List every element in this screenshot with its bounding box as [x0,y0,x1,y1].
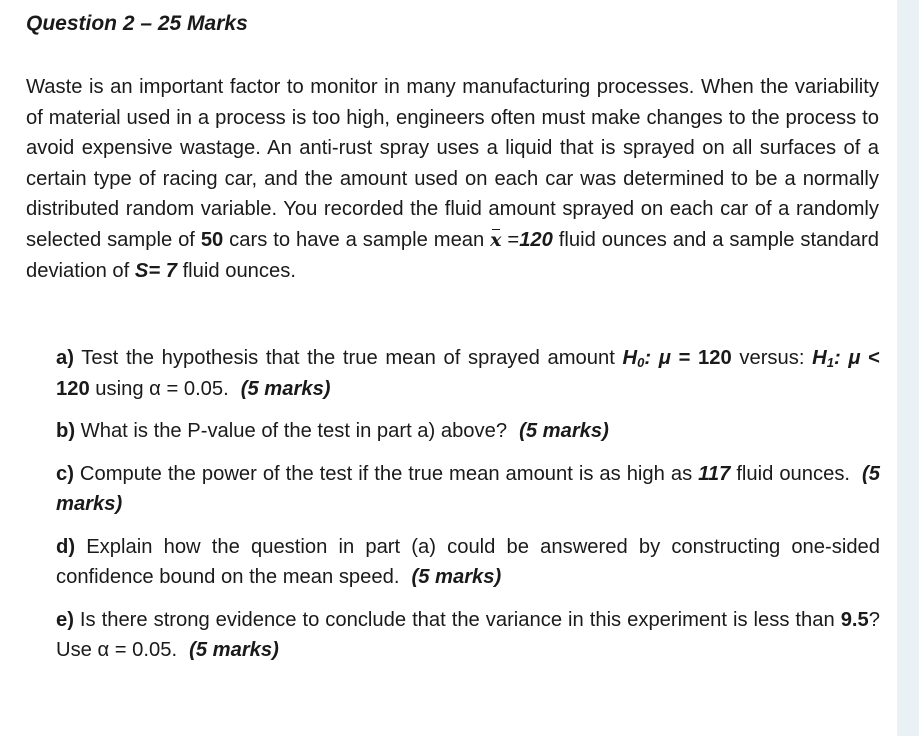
part-a-label: a) [56,347,74,369]
h1-hypothesis [812,347,860,369]
h0-subscript: 0 [637,355,645,370]
intro-text-d: fluid ounces. [176,259,296,282]
part-e-value: 9.5 [840,608,869,631]
part-d-marks: (5 marks) [411,566,502,588]
intro-text-b: cars to have a sample mean [223,228,491,251]
h1-subscript: 1 [826,355,834,370]
part-a [56,343,880,404]
h0-value: = 120 [670,347,732,369]
part-d [56,532,880,593]
part-c [56,459,880,520]
part-a-marks: (5 marks) [240,377,331,400]
right-margin-strip [897,0,919,736]
part-e-text-2: ? Use α = 0.05. [56,608,880,661]
intro-text-a: Waste is an important factor to monitor in many manufacturing processes. When the variability of material used in a process is too high, engineers often must make changes to the process to avoid expensive wastage. An anti-rust spray uses a liquid that is sprayed on all surfaces of a certain type of racing car, and the amount used on each car was determined to be a normally distributed random variable. You recorded the fluid amount sprayed on each car of a randomly selected sample of [26,76,879,251]
part-b [56,416,880,447]
part-b-marks: (5 marks) [519,420,609,442]
part-c-marks: (5 marks) [56,462,880,515]
h1-letter: H [812,347,827,369]
part-c-value: 117 [698,462,731,485]
part-c-label: c) [56,462,74,485]
part-d-text: Explain how the question in part (a) could be answered by constructing one-sided confidence bound on the mean speed. [56,535,880,588]
part-c-text-2: fluid ounces. [730,462,851,485]
part-a-text-1: Test the hypothesis that the true mean of sprayed amount [73,347,623,369]
question-parts [56,343,880,678]
x-bar-symbol: x [490,225,501,256]
h1-mu: : μ [833,347,861,369]
h0-hypothesis [623,347,671,369]
h1-value: < 120 [56,347,880,400]
part-e-text-1: Is there strong evidence to conclude that the variance in this experiment is less than [73,608,841,631]
part-e-marks: (5 marks) [189,639,279,661]
h0-mu: : μ [644,347,671,369]
part-c-text-1: Compute the power of the test if the true mean amount is as high as [73,462,699,485]
part-b-text: What is the P-value of the test in part a) above? [75,420,508,442]
part-e-label: e) [56,608,74,631]
part-a-text-3: using α = 0.05. [89,377,229,400]
intro-mean-value: 120 [519,228,553,251]
question-heading: Question 2 – 25 Marks [26,12,248,35]
part-e [56,605,880,666]
part-b-label: b) [56,420,76,442]
intro-sd-value: S= 7 [134,259,177,282]
intro-equals: = [501,228,520,251]
intro-text-c: fluid ounces and a sample standard deviation of [26,228,879,282]
intro-sample-size: 50 [200,228,224,251]
part-a-text-2: versus: [731,347,813,369]
question-intro [26,72,879,286]
h0-letter: H [622,347,638,369]
part-d-label: d) [56,535,76,558]
